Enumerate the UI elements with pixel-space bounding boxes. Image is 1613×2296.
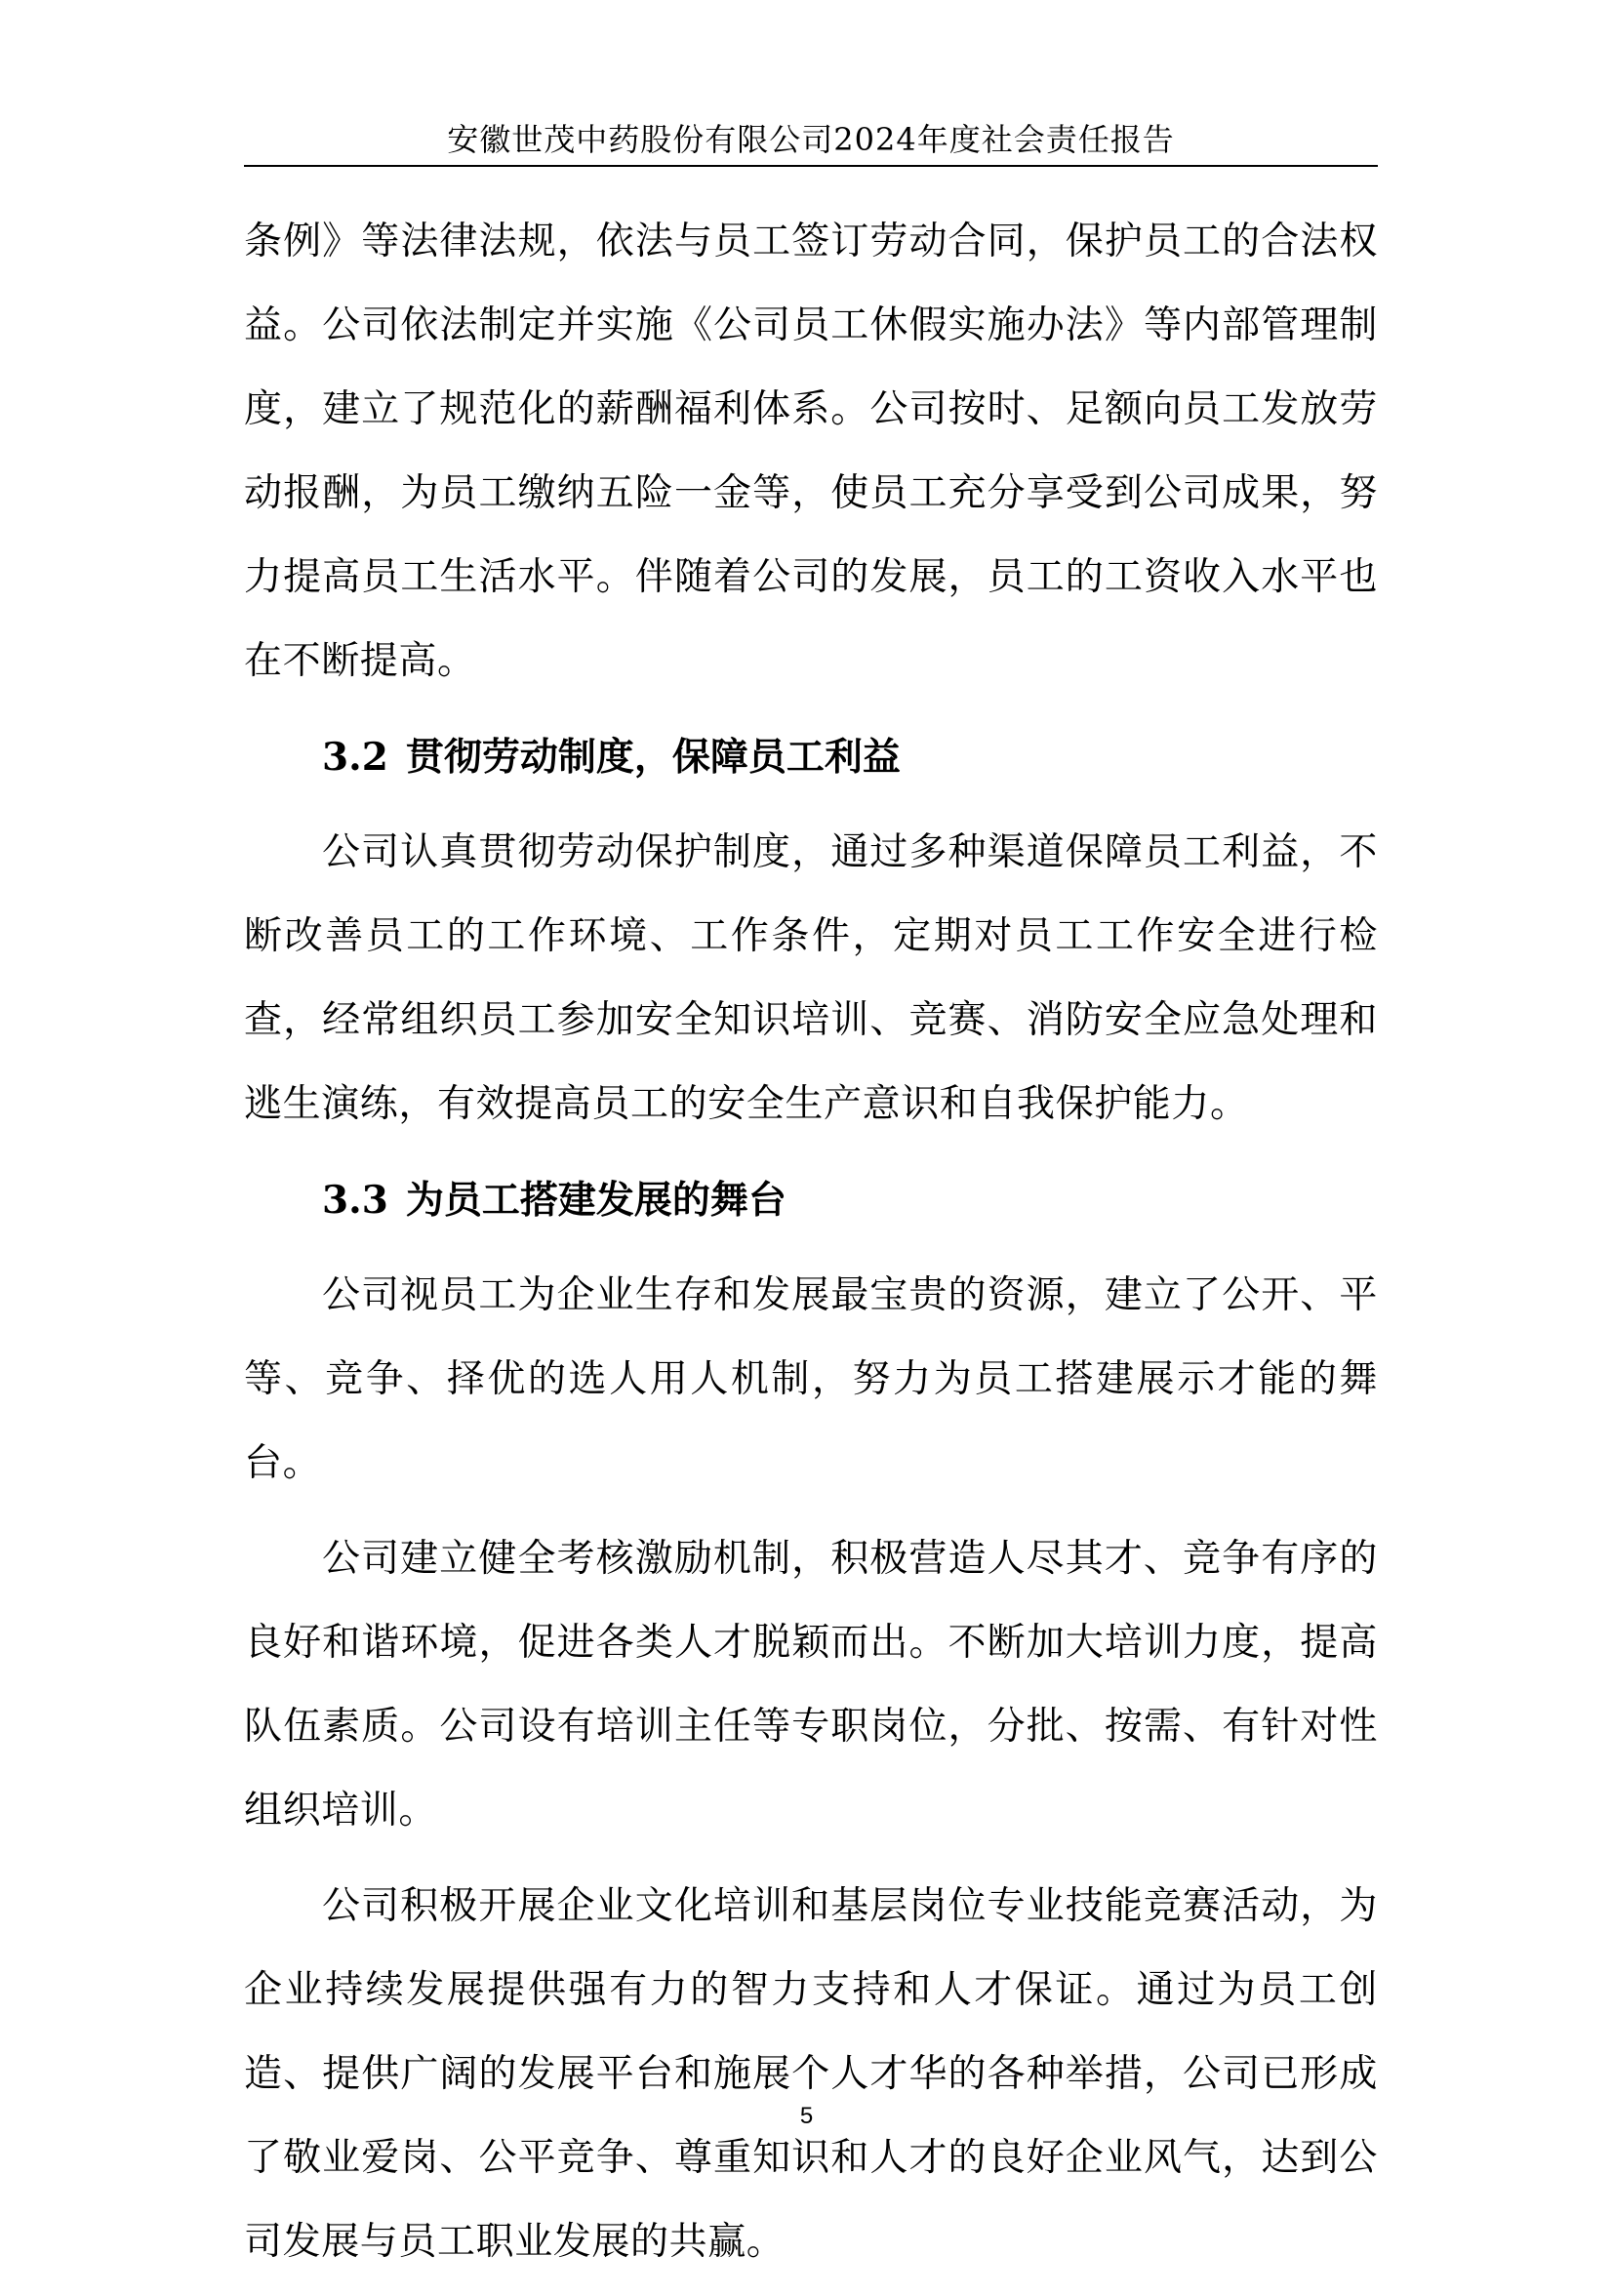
paragraph-culture-development: 公司积极开展企业文化培训和基层岗位专业技能竞赛活动，为企业持续发展提供强有力的智力支持和人才保证。通过为员工创造、提供广阔的发展平台和施展个人才华的各种举措，公司已形成了敬业爱岗、公平竞争、尊重知识和人才的良好企业风气，达到公司发展与员工职业发展的共赢。 bbox=[244, 1884, 1378, 2264]
section-heading-3-2 bbox=[244, 715, 1378, 799]
page-number: 5 bbox=[799, 2103, 814, 2129]
paragraph-labor-rights: 条例》等法律法规，依法与员工签订劳动合同，保护员工的合法权益。公司依法制定并实施《公司员工休假实施办法》等内部管理制度，建立了规范化的薪酬福利体系。公司按时、足额向员工发放劳动报酬，为员工缴纳五险一金等，使员工充分享受到公司成果，努力提高员工生活水平。伴随着公司的发展，员工的工资收入水平也在不断提高。 bbox=[244, 220, 1378, 683]
section-title: 贯彻劳动制度，保障员工利益 bbox=[405, 735, 901, 780]
header-divider bbox=[244, 165, 1378, 167]
page-header: 安徽世茂中药股份有限公司2024年度社会责任报告 bbox=[447, 121, 1175, 158]
paragraph-labor-protection: 公司认真贯彻劳动保护制度，通过多种渠道保障员工利益，不断改善员工的工作环境、工作条件，定期对员工工作安全进行检查，经常组织员工参加安全知识培训、竞赛、消防安全应急处理和逃生演练，有效提高员工的安全生产意识和自我保护能力。 bbox=[244, 830, 1378, 1126]
report-body bbox=[244, 200, 1378, 2296]
section-heading-3-3 bbox=[244, 1158, 1378, 1242]
section-number: 3.3 bbox=[322, 1178, 388, 1223]
paragraph-talent-mechanism: 公司视员工为企业生存和发展最宝贵的资源，建立了公开、平等、竞争、择优的选人用人机制，努力为员工搭建展示才能的舞台。 bbox=[244, 1273, 1378, 1485]
paragraph-incentive-training: 公司建立健全考核激励机制，积极营造人尽其才、竞争有序的良好和谐环境，促进各类人才脱颖而出。不断加大培训力度，提高队伍素质。公司设有培训主任等专职岗位，分批、按需、有针对性组织培训。 bbox=[244, 1537, 1378, 1833]
section-title: 为员工搭建发展的舞台 bbox=[405, 1178, 786, 1223]
section-number: 3.2 bbox=[322, 735, 388, 780]
